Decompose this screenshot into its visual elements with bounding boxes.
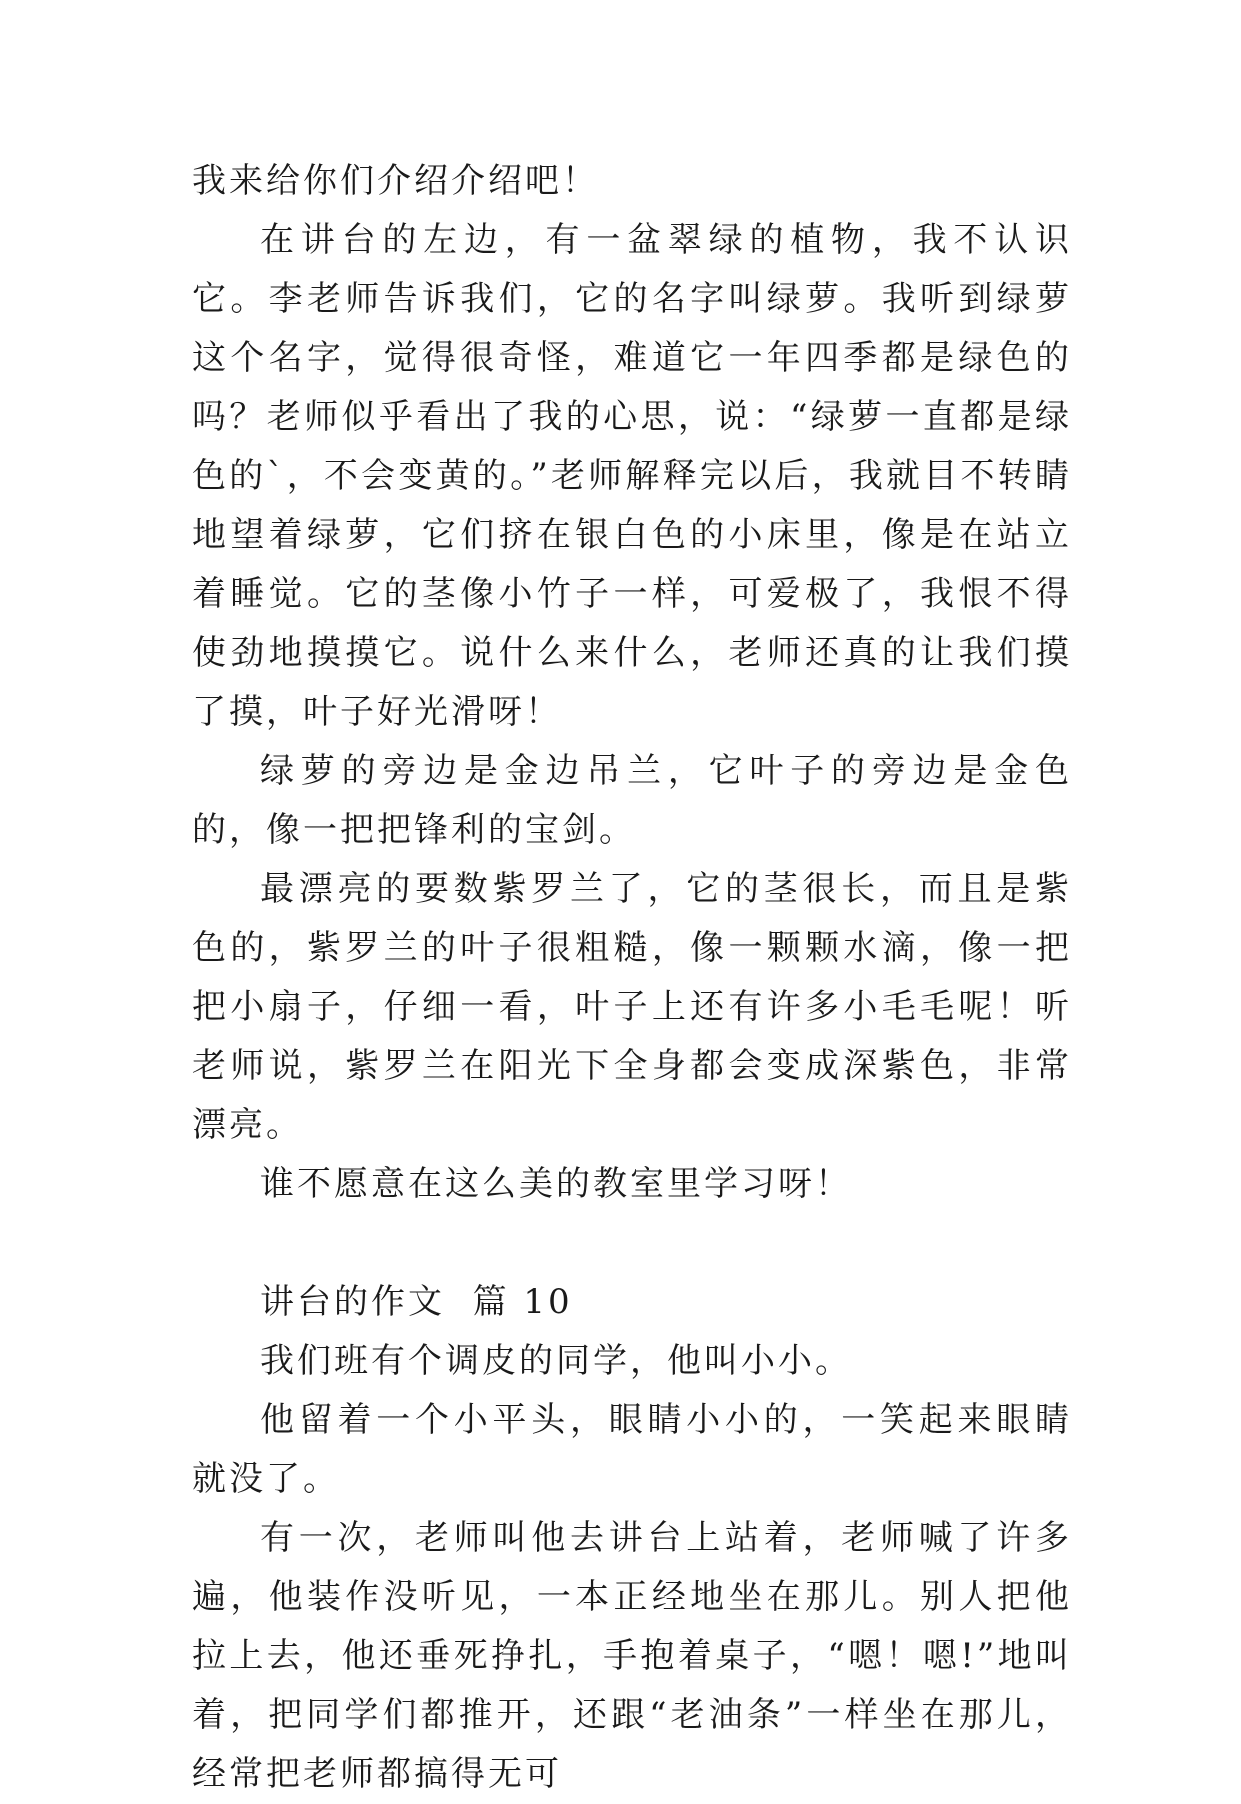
document-body (192, 152, 1072, 1804)
paragraph-intro: 我们班有个调皮的同学，他叫小小。 (260, 1341, 852, 1381)
paragraph-violet: 最漂亮的要数紫罗兰了，它的茎很长，而且是紫色的，紫罗兰的叶子很粗糙，像一颗颗水滴，像一把把小扇子，仔细一看，叶子上还有许多小毛毛呢！听老师说，紫罗兰在阳光下全身都会变成深紫色，非常漂亮。 (192, 869, 1072, 1145)
paragraph-story: 有一次，老师叫他去讲台上站着，老师喊了许多遍，他装作没听见，一本正经地坐在那儿。别人把他拉上去，他还垂死挣扎，手抱着桌子，“嗯！嗯!”地叫着，把同学们都推开，还跟“老油条”一样坐在那儿，经常把老师都搞得无可 (192, 1518, 1072, 1794)
paragraph-spider-plant: 绿萝的旁边是金边吊兰，它叶子的旁边是金色的，像一把把锋利的宝剑。 (192, 751, 1072, 850)
paragraph-continuation: 我来给你们介绍介绍吧！ (192, 161, 599, 201)
paragraph-pothos: 在讲台的左边，有一盆翠绿的植物，我不认识它。李老师告诉我们，它的名字叫绿萝。我听到绿萝这个名字，觉得很奇怪，难道它一年四季都是绿色的吗？老师似乎看出了我的心思，说：“绿萝一直都是绿色的`，不会变黄的。”老师解释完以后，我就目不转睛地望着绿萝，它们挤在银白色的小床里，像是在站立着睡觉。它的茎像小竹子一样，可爱极了，我恨不得使劲地摸摸它。说什么来什么，老师还真的让我们摸了摸，叶子好光滑呀！ (192, 220, 1072, 732)
paragraph-closing: 谁不愿意在这么美的教室里学习呀！ (260, 1164, 852, 1204)
section-spacer (192, 1214, 1072, 1273)
paragraph-appearance: 他留着一个小平头，眼睛小小的，一笑起来眼睛就没了。 (192, 1400, 1072, 1499)
section-title: 讲台的作文 篇 10 (260, 1282, 573, 1322)
